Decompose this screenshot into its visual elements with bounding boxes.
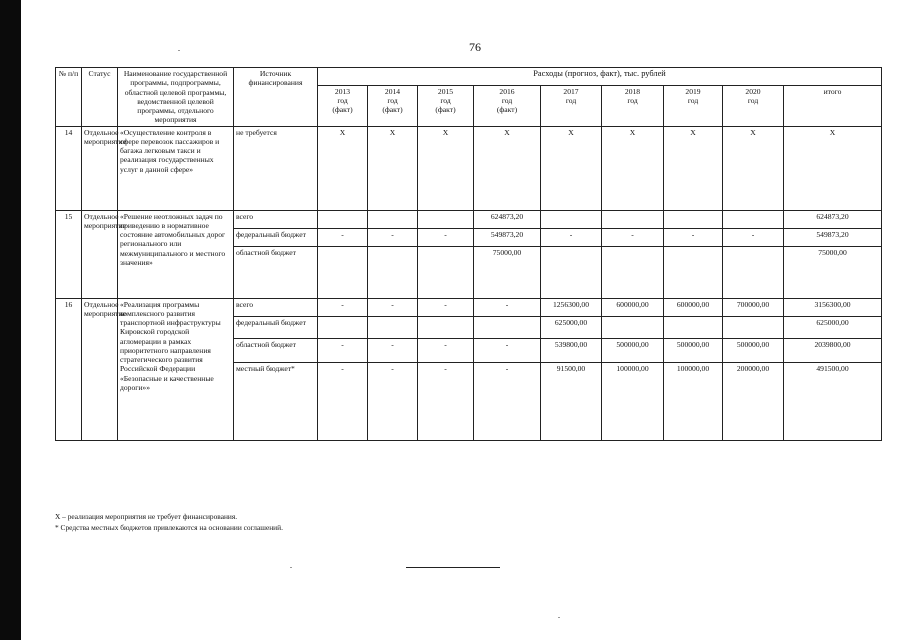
header-year-year: 2015	[437, 86, 454, 96]
row-value: -	[318, 228, 368, 246]
scan-speck	[290, 567, 292, 568]
row-value: -	[541, 228, 602, 246]
row-value: 1256300,00	[541, 298, 602, 316]
row-num: 14	[56, 126, 82, 210]
row-total: X	[784, 126, 882, 210]
row-value: 100000,00	[664, 362, 723, 440]
footnote-x: X – реализация мероприятия не требует финансирования.	[55, 512, 238, 521]
table-row	[56, 298, 882, 316]
row-value	[318, 316, 368, 338]
row-value	[418, 316, 474, 338]
closing-rule	[406, 567, 500, 568]
header-year-year: 2020	[745, 86, 761, 96]
header-year	[318, 85, 368, 126]
row-value: -	[368, 228, 418, 246]
row-value: X	[418, 126, 474, 210]
row-value: -	[318, 338, 368, 362]
header-year-year: 2014	[384, 86, 401, 96]
row-total: 2039800,00	[784, 338, 882, 362]
header-year	[664, 85, 723, 126]
header-year-word: год	[387, 95, 398, 105]
row-value: 75000,00	[474, 246, 541, 298]
row-num: 15	[56, 210, 82, 298]
row-value	[418, 246, 474, 298]
page-number: 76	[469, 40, 481, 54]
row-name: «Осуществление контроля в сфере перевозок пассажиров и багажа легковым такси и реализация государственных услуг в данной сфере»	[118, 126, 234, 210]
row-value: -	[368, 338, 418, 362]
row-num: 16	[56, 298, 82, 440]
row-value: -	[418, 228, 474, 246]
row-value	[368, 246, 418, 298]
footnote-local-budget: * Средства местных бюджетов привлекаются на основании соглашений.	[55, 523, 283, 532]
header-year	[723, 85, 784, 126]
row-value	[723, 210, 784, 228]
scan-speck	[178, 50, 180, 51]
row-value: -	[418, 298, 474, 316]
row-value: -	[474, 338, 541, 362]
row-value	[602, 246, 664, 298]
row-value	[664, 246, 723, 298]
row-source: всего	[234, 298, 318, 316]
row-value	[474, 316, 541, 338]
row-value	[541, 246, 602, 298]
row-source: федеральный бюджет	[234, 316, 318, 338]
header-year	[418, 85, 474, 126]
header-year	[368, 85, 418, 126]
header-sources: Источник финансирования	[234, 68, 318, 127]
header-year-word: год	[337, 95, 348, 105]
header-name: Наименование государственной программы, подпрограммы, областной целевой программы, ведомственной целевой программы, отдельного мероприятия	[118, 68, 234, 127]
table-row	[56, 126, 882, 210]
row-value: X	[723, 126, 784, 210]
row-value	[368, 316, 418, 338]
row-value: 600000,00	[602, 298, 664, 316]
row-value	[723, 246, 784, 298]
header-year	[541, 85, 602, 126]
header-year-word: год	[627, 95, 638, 105]
header-year-note: (факт)	[382, 105, 403, 115]
row-value: -	[474, 362, 541, 440]
header-year	[602, 85, 664, 126]
header-status: Статус	[82, 68, 118, 127]
header-year-year: 2017	[563, 86, 579, 96]
row-source: всего	[234, 210, 318, 228]
row-value: X	[664, 126, 723, 210]
row-total: 624873,20	[784, 210, 882, 228]
row-value: 500000,00	[602, 338, 664, 362]
row-value: 624873,20	[474, 210, 541, 228]
row-value: 700000,00	[723, 298, 784, 316]
header-row-top	[56, 68, 882, 86]
row-value: 549873,20	[474, 228, 541, 246]
row-value: -	[318, 362, 368, 440]
header-year-year: 2016	[499, 86, 515, 96]
row-value: -	[664, 228, 723, 246]
header-year-year: 2018	[624, 86, 641, 96]
row-value: -	[418, 362, 474, 440]
row-total: 625000,00	[784, 316, 882, 338]
row-source: местный бюджет*	[234, 362, 318, 440]
header-year-note: (факт)	[332, 105, 353, 115]
row-value: 625000,00	[541, 316, 602, 338]
row-source: областной бюджет	[234, 338, 318, 362]
header-year-year: 2019	[685, 86, 701, 96]
row-value: -	[723, 228, 784, 246]
row-value: 539800,00	[541, 338, 602, 362]
row-value: 91500,00	[541, 362, 602, 440]
row-value: -	[418, 338, 474, 362]
header-year-word: год	[565, 95, 577, 105]
header-num: № п/п	[56, 68, 82, 127]
row-value: -	[474, 298, 541, 316]
row-value	[418, 210, 474, 228]
row-value	[318, 210, 368, 228]
row-name: «Решение неотложных задач по приведению в нормативное состояние автомобильных дорог регионального или межмуниципального и местного значения»	[118, 210, 234, 298]
row-status: Отдельное мероприятие	[82, 210, 118, 298]
table-row	[56, 210, 882, 228]
row-value: -	[368, 362, 418, 440]
budget-table	[55, 67, 882, 441]
scan-speck	[558, 617, 560, 618]
header-expenses: Расходы (прогноз, факт), тыс. рублей	[318, 68, 882, 86]
row-value: 100000,00	[602, 362, 664, 440]
row-status: Отдельное мероприятие	[82, 298, 118, 440]
row-total: 3156300,00	[784, 298, 882, 316]
row-value: X	[541, 126, 602, 210]
header-total: итого	[784, 85, 882, 126]
row-total: 491500,00	[784, 362, 882, 440]
row-value: -	[368, 298, 418, 316]
row-source: федеральный бюджет	[234, 228, 318, 246]
row-status: Отдельное мероприятие	[82, 126, 118, 210]
row-value: 500000,00	[664, 338, 723, 362]
row-value	[368, 210, 418, 228]
row-value	[541, 210, 602, 228]
row-value	[318, 246, 368, 298]
row-value: X	[602, 126, 664, 210]
header-year-word: год	[440, 95, 451, 105]
header-year	[474, 85, 541, 126]
header-year-note: (факт)	[435, 105, 456, 115]
row-source: областной бюджет	[234, 246, 318, 298]
row-value: -	[602, 228, 664, 246]
header-year-word: год	[687, 95, 699, 105]
row-value	[723, 316, 784, 338]
row-value	[602, 210, 664, 228]
row-value: 600000,00	[664, 298, 723, 316]
row-value: X	[368, 126, 418, 210]
row-value: X	[318, 126, 368, 210]
row-value	[664, 316, 723, 338]
row-value	[664, 210, 723, 228]
scan-edge	[0, 0, 21, 640]
row-source: не требуется	[234, 126, 318, 210]
header-year-word: год	[747, 95, 759, 105]
row-value: -	[318, 298, 368, 316]
header-year-note: (факт)	[496, 105, 518, 115]
header-year-word: год	[501, 95, 513, 105]
row-value: X	[474, 126, 541, 210]
row-value: 200000,00	[723, 362, 784, 440]
header-year-year: 2013	[334, 86, 351, 96]
row-name: «Реализация программы комплексного развития транспортной инфраструктуры Кировской городской агломерации в рамках приоритетного направления стратегического развития Российской Федерации «Безопасные и качественные дороги»»	[118, 298, 234, 440]
row-total: 75000,00	[784, 246, 882, 298]
row-value: 500000,00	[723, 338, 784, 362]
row-total: 549873,20	[784, 228, 882, 246]
row-value	[602, 316, 664, 338]
